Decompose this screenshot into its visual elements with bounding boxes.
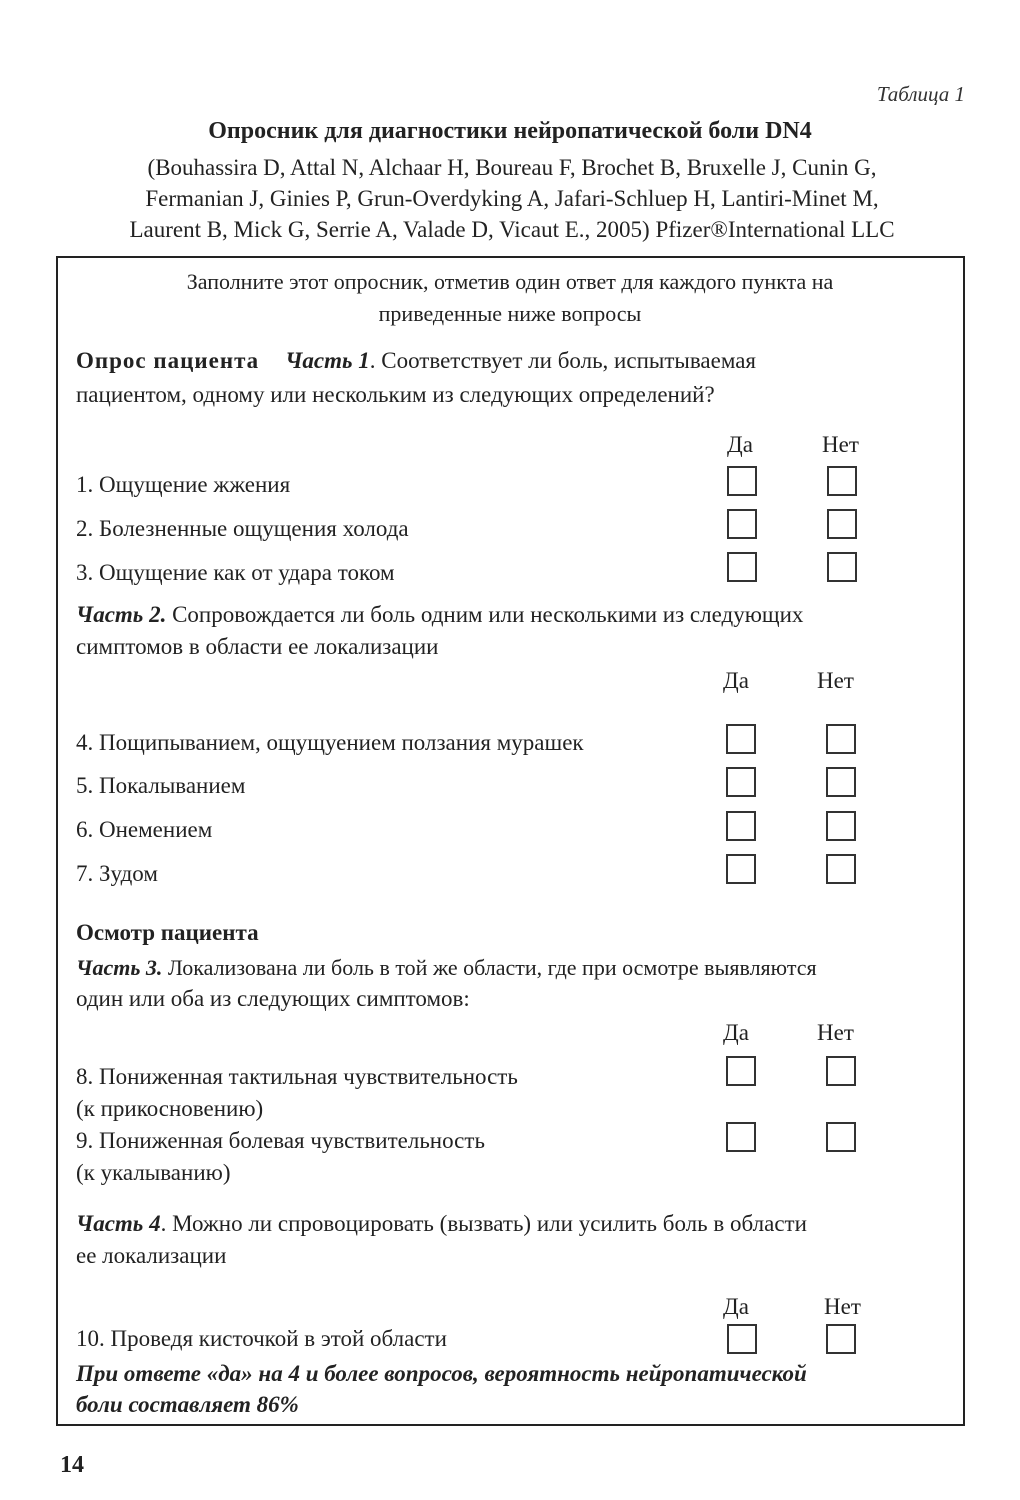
section-heading-patient-examination: Осмотр пациента [76, 920, 259, 945]
authors-line: Fermanian J, Ginies P, Grun-Overdyking A, Jafari-Schluep H, Lantiri-Minet M, [145, 186, 879, 211]
yes-column-header: Да [723, 1020, 749, 1045]
part4-text-line2: ее локализации [76, 1243, 227, 1268]
yes-column-header: Да [723, 668, 749, 693]
conclusion-line2: боли составляет 86% [76, 1392, 299, 1417]
q7-no-checkbox[interactable] [826, 854, 856, 884]
no-column-header: Нет [824, 1294, 861, 1319]
page-number: 14 [60, 1452, 84, 1478]
part4-label: Часть 4 [76, 1211, 161, 1236]
q2-no-checkbox[interactable] [827, 509, 857, 539]
part1-label: Часть 1 [285, 348, 370, 373]
part1-text: . Соответствует ли боль, испытываемая [369, 348, 757, 373]
question-6: 6. Онемением [76, 817, 213, 842]
question-8-note: (к прикосновению) [76, 1096, 264, 1121]
authors-line: Laurent B, Mick G, Serrie A, Valade D, Vicaut E., 2005) Pfizer®International LLC [129, 217, 895, 242]
q3-yes-checkbox[interactable] [727, 552, 757, 582]
part2-text-line2: симптомов в области ее локализации [76, 634, 439, 659]
question-7: 7. Зудом [76, 861, 158, 886]
q9-no-checkbox[interactable] [826, 1122, 856, 1152]
q3-no-checkbox[interactable] [827, 552, 857, 582]
instructions-line: Заполните этот опросник, отметив один ответ для каждого пункта на [186, 269, 834, 294]
q2-yes-checkbox[interactable] [727, 509, 757, 539]
question-4: 4. Пощипыванием, ощущуением ползания мурашек [76, 730, 584, 755]
instructions-line: приведенные ниже вопросы [378, 301, 642, 326]
q10-yes-checkbox[interactable] [727, 1324, 757, 1354]
part4-question [76, 1211, 807, 1237]
part3-text: Локализована ли боль в той же области, где при осмотре выявляются [162, 955, 817, 980]
q5-yes-checkbox[interactable] [726, 767, 756, 797]
table-label: Таблица 1 [876, 82, 965, 106]
q9-yes-checkbox[interactable] [726, 1122, 756, 1152]
part2-text: Сопровождается ли боль одним или несколькими из следующих [166, 602, 804, 627]
question-9-note: (к укалыванию) [76, 1160, 231, 1185]
instructions [80, 266, 940, 330]
q6-no-checkbox[interactable] [826, 811, 856, 841]
q4-yes-checkbox[interactable] [726, 724, 756, 754]
q7-yes-checkbox[interactable] [726, 854, 756, 884]
authors-citation [0, 152, 1020, 245]
q8-yes-checkbox[interactable] [726, 1056, 756, 1086]
no-column-header: Нет [822, 432, 859, 457]
question-8: 8. Пониженная тактильная чувствительность [76, 1064, 518, 1089]
part3-question [76, 955, 817, 981]
part3-label: Часть 3. [76, 955, 163, 980]
authors-line: (Bouhassira D, Attal N, Alchaar H, Boureau F, Brochet B, Bruxelle J, Cunin G, [147, 155, 877, 180]
question-5: 5. Покалыванием [76, 773, 246, 798]
part1-text-line2: пациентом, одному или нескольким из следующих определений? [76, 382, 715, 407]
q6-yes-checkbox[interactable] [726, 811, 756, 841]
q1-no-checkbox[interactable] [827, 466, 857, 496]
q5-no-checkbox[interactable] [826, 767, 856, 797]
question-9: 9. Пониженная болевая чувствительность [76, 1128, 485, 1153]
part3-text-line2: один или оба из следующих симптомов: [76, 986, 470, 1011]
q4-no-checkbox[interactable] [826, 724, 856, 754]
no-column-header: Нет [817, 668, 854, 693]
q1-yes-checkbox[interactable] [727, 466, 757, 496]
questionnaire-title: Опросник для диагностики нейропатической боли DN4 [208, 118, 812, 144]
q10-no-checkbox[interactable] [826, 1324, 856, 1354]
section-heading-patient-interview: Опрос пациента [76, 348, 260, 373]
question-1: 1. Ощущение жжения [76, 472, 291, 497]
question-3: 3. Ощущение как от удара током [76, 560, 395, 585]
part4-text: . Можно ли спровоцировать (вызвать) или усилить боль в области [160, 1211, 807, 1236]
question-2: 2. Болезненные ощущения холода [76, 516, 409, 541]
part2-question [76, 602, 803, 628]
q8-no-checkbox[interactable] [826, 1056, 856, 1086]
part2-label: Часть 2. [76, 602, 167, 627]
conclusion-line1: При ответе «да» на 4 и более вопросов, вероятность нейропатической [76, 1361, 807, 1386]
part1-question [76, 348, 756, 374]
yes-column-header: Да [723, 1294, 749, 1319]
no-column-header: Нет [817, 1020, 854, 1045]
question-10: 10. Проведя кисточкой в этой области [76, 1326, 447, 1351]
yes-column-header: Да [727, 432, 753, 457]
